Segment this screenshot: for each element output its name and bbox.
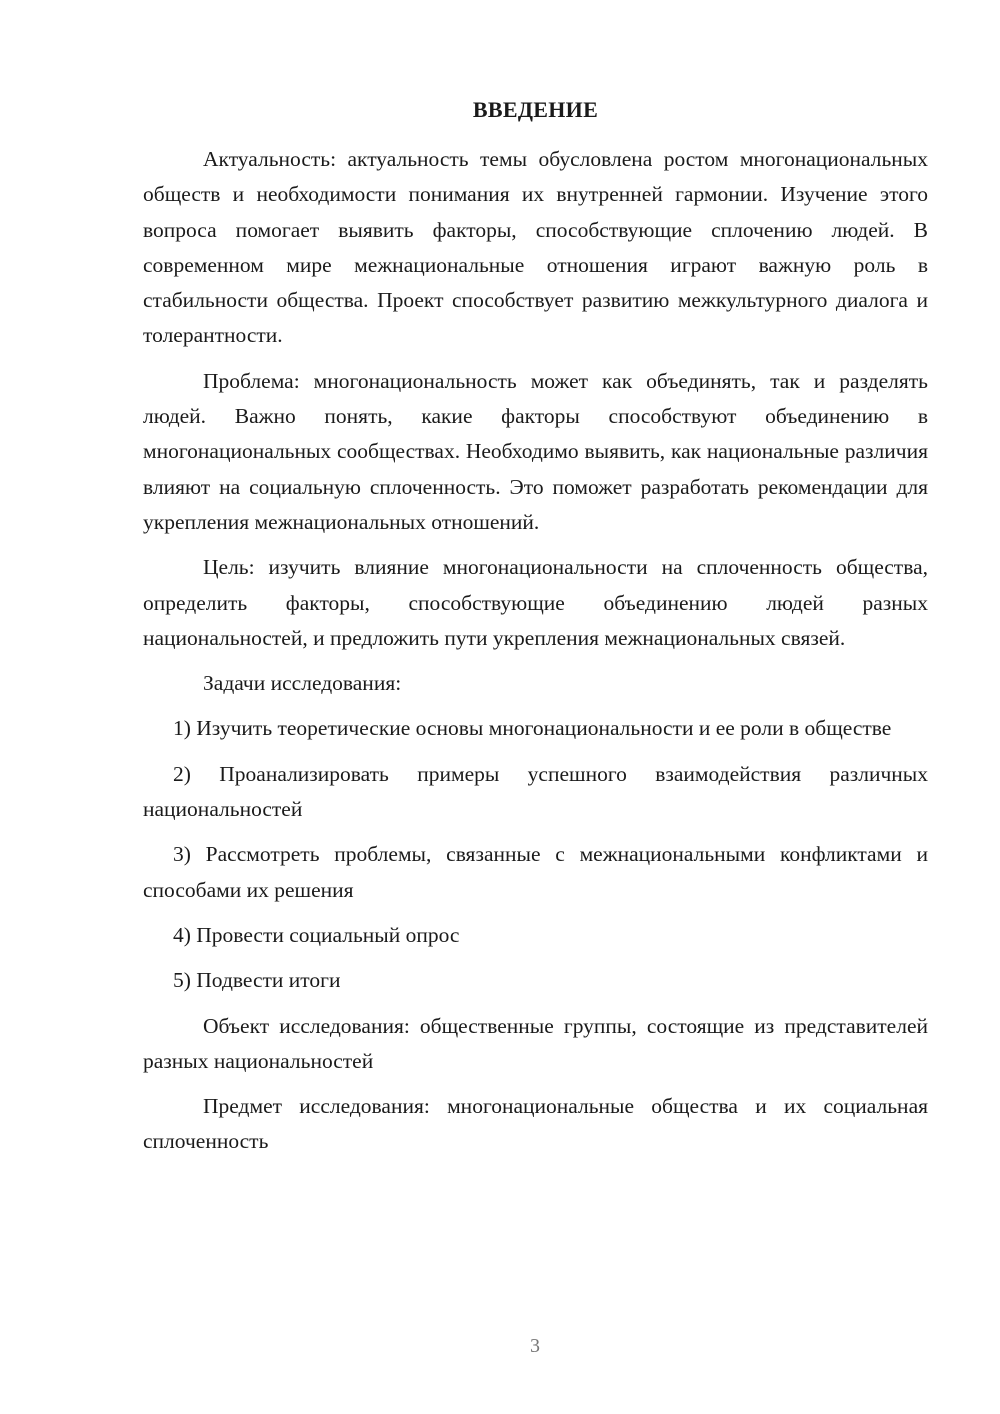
tasks-heading: Задачи исследования: <box>203 671 402 696</box>
task-item: 5) Подвести итоги <box>173 968 341 993</box>
task-item: 3) Рассмотреть проблемы, связанные с межнациональными конфликтами и способами их решения <box>143 842 928 902</box>
document-body <box>143 142 928 1170</box>
problem-paragraph: Проблема: многонациональность может как объединять, так и разделять людей. Важно понять, какие факторы способствуют объединению в многонациональных сообществах. Необходимо выявить, как национальные различия влияют на социальную сплоченность. Это поможет разработать рекомендации для укрепления межнациональных отношений. <box>143 368 928 534</box>
relevance-paragraph: Актуальность: актуальность темы обусловлена ростом многонациональных обществ и необходимости понимания их внутренней гармонии. Изучение этого вопроса помогает выявить факторы, способствующие сплочению людей. В современном мире межнациональные отношения играют важную роль в стабильности общества. Проект способствует развитию межкультурного диалога и толерантности. <box>143 147 928 348</box>
research-subject-paragraph: Предмет исследования: многонациональные общества и их социальная сплоченность <box>143 1094 928 1154</box>
task-item: 4) Провести социальный опрос <box>173 922 460 947</box>
task-item: 2) Проанализировать примеры успешного взаимодействия различных национальностей <box>143 761 928 822</box>
section-heading: ВВЕДЕНИЕ <box>472 97 599 122</box>
goal-paragraph: Цель: изучить влияние многонациональности на сплоченность общества, определить факторы, способствующие объединению людей разных национальностей, и предложить пути укрепления межнациональных связей. <box>143 555 928 650</box>
research-object-paragraph: Объект исследования: общественные группы, состоящие из представителей разных национальностей <box>143 1013 928 1073</box>
page-number: 3 <box>530 1335 540 1357</box>
task-item: 1) Изучить теоретические основы многонациональности и ее роли в обществе <box>173 716 892 741</box>
